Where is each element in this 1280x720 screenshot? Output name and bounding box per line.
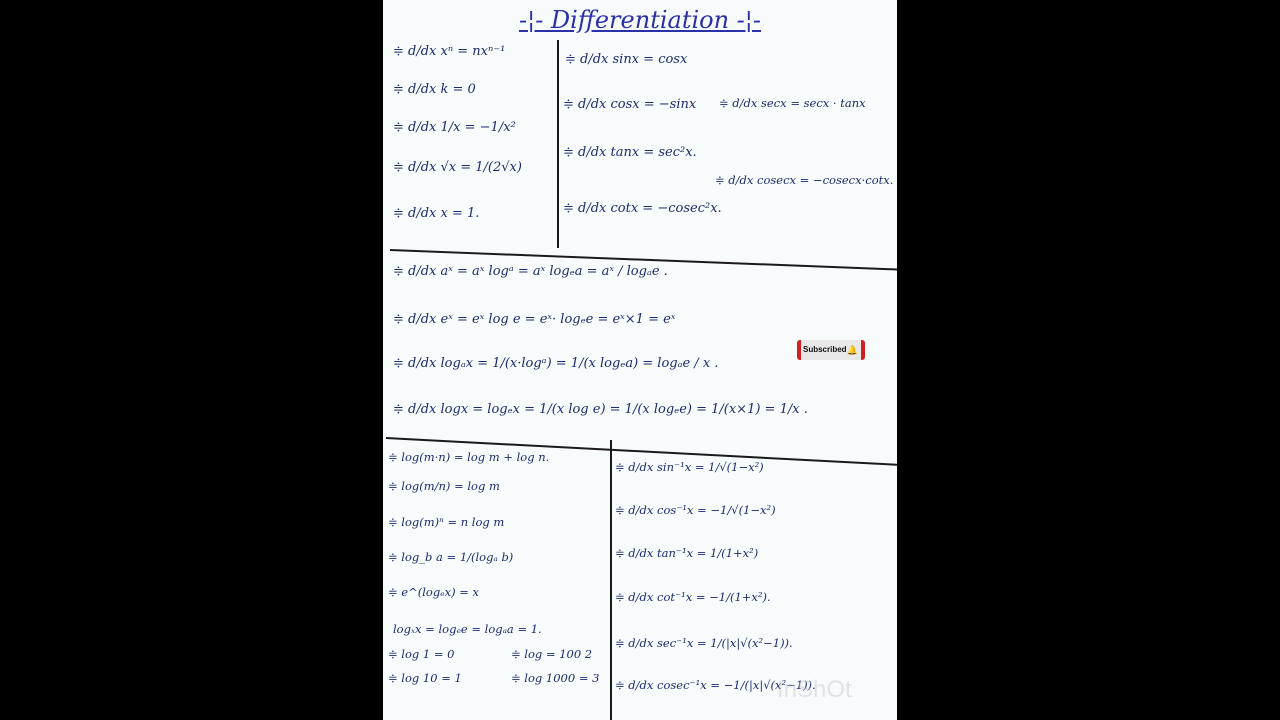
formula: ≑ d/dx 1/x = −1/x² (393, 120, 516, 135)
formula: ≑ d/dx tan⁻¹x = 1/(1+x²) (615, 546, 759, 560)
formula: ≑ d/dx cotx = −cosec²x. (563, 201, 722, 216)
formula: ≑ d/dx secx = secx · tanx (719, 96, 866, 110)
subscribed-badge[interactable] (797, 340, 865, 360)
formula: ≑ log 10 = 1 (388, 671, 462, 685)
formula: ≑ d/dx cosx = −sinx (563, 97, 697, 112)
formula: ≑ log 1000 = 3 (511, 671, 600, 685)
formula: ≑ log 1 = 0 (388, 647, 455, 661)
formula: ≑ e^(logₑx) = x (388, 585, 480, 599)
formula: ≑ d/dx aˣ = aˣ logᵃ = aˣ logₑa = aˣ / logₐe . (393, 264, 668, 279)
watermark: InShOt (777, 676, 852, 703)
formula: ≑ d/dx tanx = sec²x. (563, 145, 697, 160)
formula: ≑ log = 100 2 (511, 647, 593, 661)
formula: ≑ d/dx x = 1. (393, 206, 480, 221)
bell-icon: 🔔 (846, 345, 858, 355)
formula: ≑ d/dx k = 0 (393, 82, 476, 97)
formula: ≑ log(m)ⁿ = n log m (388, 515, 505, 529)
formula: ≑ d/dx sec⁻¹x = 1/(|x|√(x²−1)). (615, 636, 793, 650)
formula: ≑ d/dx logx = logₑx = 1/(x log e) = 1/(x logₑe) = 1/(x×1) = 1/x . (393, 402, 808, 417)
formula: ≑ d/dx cosec⁻¹x = −1/(|x|√(x²−1)). (615, 678, 816, 692)
title-text: -¦- Differentiation -¦- (519, 6, 761, 34)
page-title (383, 6, 897, 34)
divider-vertical-bottom (610, 440, 612, 720)
formula: ≑ d/dx cosecx = −cosecx·cotx. (715, 173, 894, 187)
formula: ≑ log(m/n) = log m (388, 479, 500, 493)
formula: ≑ d/dx cot⁻¹x = −1/(1+x²). (615, 590, 771, 604)
divider-vertical-top (557, 40, 559, 248)
formula: ≑ d/dx sinx = cosx (565, 52, 688, 67)
formula: logₓx = logₑe = logₐa = 1. (393, 622, 542, 636)
formula: ≑ d/dx xⁿ = nxⁿ⁻¹ (393, 44, 506, 59)
formula: ≑ log_b a = 1/(logₐ b) (388, 550, 514, 564)
formula: ≑ d/dx √x = 1/(2√x) (393, 160, 522, 175)
notes-page (383, 0, 897, 720)
formula: ≑ log(m·n) = log m + log n. (388, 450, 550, 464)
formula: ≑ d/dx eˣ = eˣ log e = eˣ· logₑe = eˣ×1 = eˣ (393, 312, 676, 327)
formula: ≑ d/dx logₐx = 1/(x·logᵃ) = 1/(x logₑa) = logₐe / x . (393, 356, 719, 371)
formula: ≑ d/dx sin⁻¹x = 1/√(1−x²) (615, 460, 764, 474)
formula: ≑ d/dx cos⁻¹x = −1/√(1−x²) (615, 503, 776, 517)
subscribed-label: Subscribed (803, 345, 847, 354)
